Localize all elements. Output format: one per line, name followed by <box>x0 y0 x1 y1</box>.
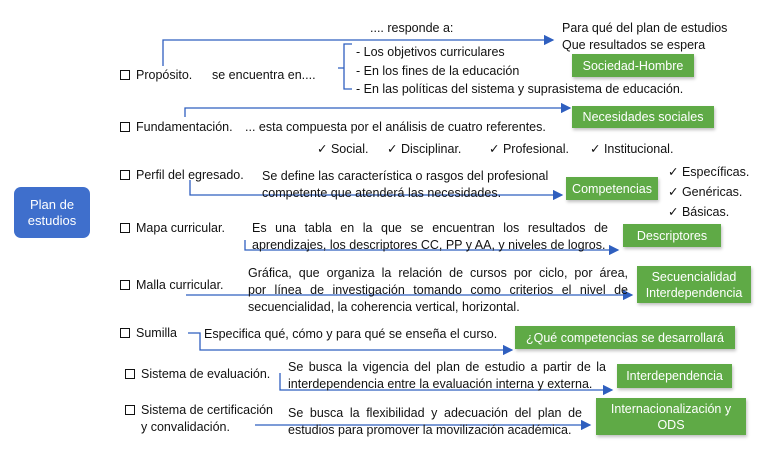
item-proposito-label: Propósito. <box>136 68 193 82</box>
box-secuencialidad-line1: Secuencialidad <box>651 269 737 284</box>
check-especificas-label: Específicas. <box>681 165 750 179</box>
perfil-desc-1: Se define las característica o rasgos del profesional <box>262 169 549 183</box>
checkbox-icon <box>120 223 130 233</box>
box-internacionalizacion-line1: Internacionalización y <box>610 401 732 416</box>
check-icon: ✓ <box>668 165 682 179</box>
box-descriptores-label: Descriptores <box>636 228 708 243</box>
check-genericas <box>668 184 742 200</box>
bracket-proposito <box>338 44 352 89</box>
box-secuencialidad-line2: Interdependencia <box>645 285 743 300</box>
box-descriptores <box>623 224 721 247</box>
check-genericas-label: Genéricas. <box>681 185 743 199</box>
check-basicas-label: Básicas. <box>681 205 730 219</box>
certificacion-desc-1: Se busca la flexibilidad y adecuación del plan de <box>288 406 582 420</box>
item-evaluacion-label: Sistema de evaluación. <box>141 367 271 381</box>
sumilla-desc: Especifica qué, cómo y para qué se enseña el curso. <box>204 327 498 341</box>
malla-desc-3: secuencialidad, la coherencia vertical, horizontal. <box>248 300 520 314</box>
malla-desc-1: Gráfica, que organiza la relación de cursos por ciclo, por área, <box>248 266 628 280</box>
box-sociedad-hombre-label: Sociedad-Hombre <box>582 58 684 73</box>
fundamentacion-desc: ... esta compuesta por el análisis de cuatro referentes. <box>245 120 546 134</box>
check-profesional-label: Profesional. <box>502 142 569 156</box>
item-malla <box>120 277 224 293</box>
checkbox-icon <box>120 70 130 80</box>
item-fundamentacion <box>120 119 233 135</box>
bullet-2: - En los fines de la educación <box>356 64 520 78</box>
check-especificas <box>668 164 749 180</box>
box-internacionalizacion-line2: ODS <box>657 417 685 432</box>
item-certificacion-line1: Sistema de certificación <box>141 403 274 417</box>
check-icon: ✓ <box>668 205 682 219</box>
item-mapa-label: Mapa curricular. <box>136 221 225 235</box>
bullet-3: - En las políticas del sistema y suprasistema de educación. <box>356 82 684 96</box>
check-icon: ✓ <box>590 142 604 156</box>
checkbox-icon <box>120 170 130 180</box>
check-icon: ✓ <box>387 142 401 156</box>
check-institucional-label: Institucional. <box>603 142 674 156</box>
check-social <box>317 141 368 157</box>
item-perfil-label: Perfil del egresado. <box>136 168 244 182</box>
item-certificacion-line2: y convalidación. <box>141 420 230 434</box>
central-node-label: Plan de estudios <box>27 196 77 228</box>
arrow-fundamentacion <box>185 108 570 117</box>
mapa-desc-2: aprendizajes, los descriptores CC, PP y AA, y niveles de logros. <box>252 238 606 252</box>
box-competencias-label: Competencias <box>572 181 652 196</box>
box-sociedad-hombre <box>572 54 694 77</box>
evaluacion-desc-1: Se busca la vigencia del plan de estudio a partir de la <box>288 360 606 374</box>
certificacion-desc-2: estudios para promover la movilización académica. <box>288 423 572 437</box>
check-icon: ✓ <box>317 142 331 156</box>
item-fundamentacion-label: Fundamentación. <box>136 120 233 134</box>
box-interdependencia <box>617 364 732 388</box>
item-evaluacion <box>125 366 270 382</box>
box-interdependencia-label: Interdependencia <box>626 369 723 383</box>
responde-label: .... responde a: <box>370 21 454 35</box>
box-que-competencias-label: ¿Qué competencias se desarrollará <box>525 330 724 345</box>
perfil-desc-2: competente que atenderá las necesidades. <box>262 186 502 200</box>
checkbox-icon <box>120 280 130 290</box>
box-secuencialidad <box>637 266 751 303</box>
box-internacionalizacion <box>596 398 746 435</box>
checkbox-icon <box>125 405 135 415</box>
evaluacion-desc-2: interdependencia entre la evaluación interna y externa. <box>288 377 593 391</box>
check-disciplinar <box>387 141 461 157</box>
box-necesidades-sociales-label: Necesidades sociales <box>582 110 704 124</box>
check-social-label: Social. <box>330 142 369 156</box>
check-profesional <box>489 141 569 157</box>
item-mapa <box>120 220 225 236</box>
box-que-competencias <box>515 326 735 349</box>
checkbox-icon <box>120 122 130 132</box>
bullet-1: - Los objetivos curriculares <box>356 45 505 59</box>
check-basicas <box>668 204 729 220</box>
check-icon: ✓ <box>489 142 503 156</box>
connector-text: se encuentra en.... <box>212 68 316 82</box>
check-institucional <box>590 141 673 157</box>
malla-desc-2: por línea de investigación tomando como criterios el nivel de <box>248 283 628 297</box>
box-competencias <box>566 177 658 200</box>
checkbox-icon <box>125 369 135 379</box>
item-proposito <box>120 67 192 83</box>
item-sumilla-label: Sumilla <box>136 326 177 340</box>
question-2: Que resultados se espera <box>562 38 706 52</box>
question-1: Para qué del plan de estudios <box>562 21 728 35</box>
checkbox-icon <box>120 328 130 338</box>
check-icon: ✓ <box>668 185 682 199</box>
box-necesidades-sociales <box>572 106 714 128</box>
item-certificacion <box>125 402 273 436</box>
item-sumilla <box>120 325 177 341</box>
item-malla-label: Malla curricular. <box>136 278 224 292</box>
central-node <box>14 187 90 238</box>
check-disciplinar-label: Disciplinar. <box>400 142 462 156</box>
mapa-desc-1: Es una tabla en la que se encuentran los resultados de <box>252 221 608 235</box>
item-perfil <box>120 167 244 183</box>
